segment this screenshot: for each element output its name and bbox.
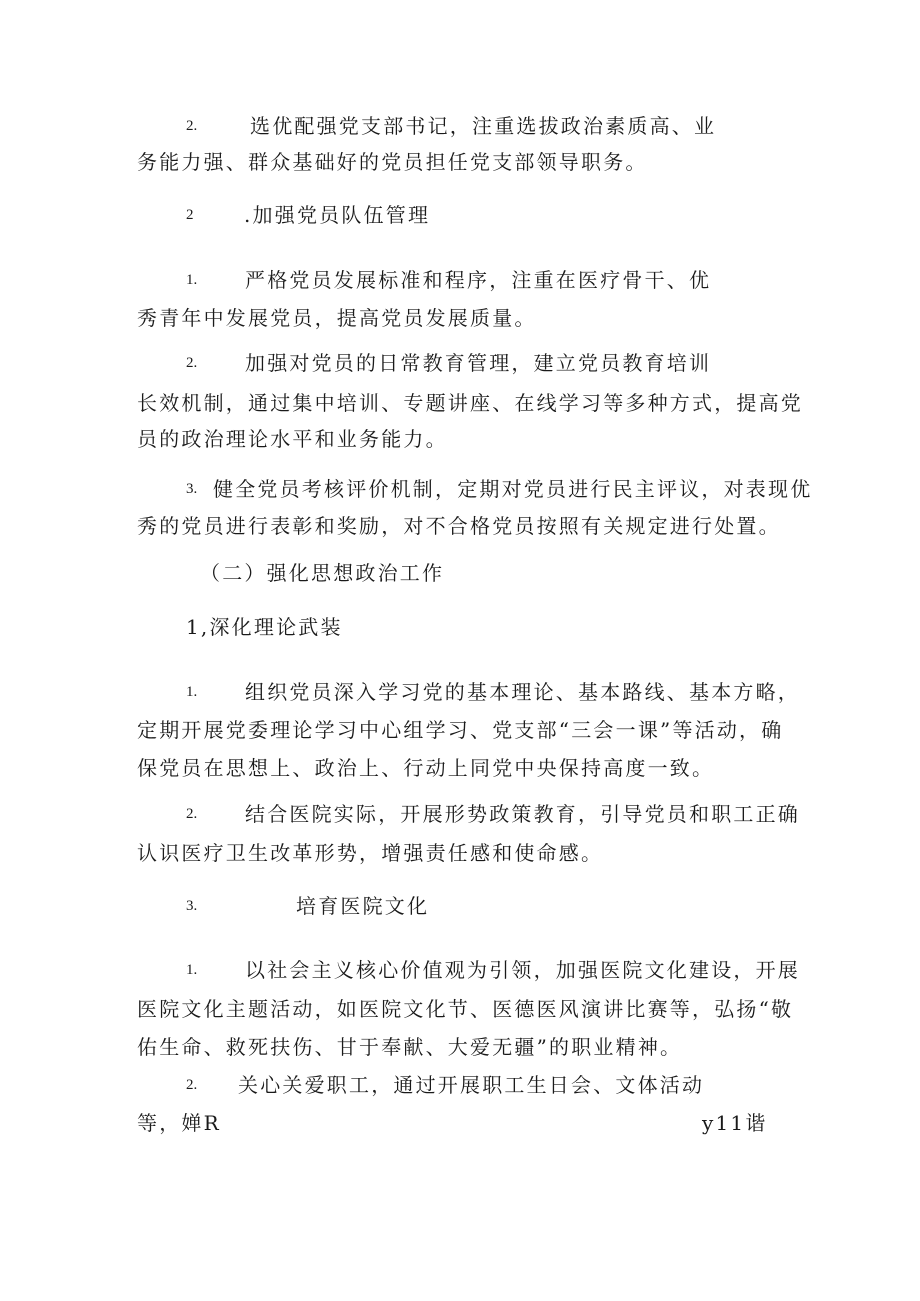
continuation-text: 认识医疗卫生改革形势，增强责任感和使命感。 bbox=[137, 841, 604, 865]
continuation-text: 等，婵R bbox=[137, 1111, 221, 1135]
continuation-text: 员的政治理论水平和业务能力。 bbox=[137, 427, 448, 451]
continuation-text: 秀青年中发展党员，提高党员发展质量。 bbox=[137, 306, 537, 330]
item-text: 结合医院实际，开展形势政策教育，引导党员和职工正确 bbox=[245, 802, 800, 826]
item-number: 1. bbox=[186, 962, 198, 978]
continuation-text: 医院文化主题活动，如医院文化节、医德医风演讲比赛等，弘扬“敬 bbox=[137, 997, 794, 1021]
continuation-text: 务能力强、群众基础好的党员担任党支部领导职务。 bbox=[137, 150, 648, 174]
item-number: 1. bbox=[186, 272, 198, 288]
item-number: 2. bbox=[186, 806, 198, 822]
item-number: 1. bbox=[186, 684, 198, 700]
item-number: 2. bbox=[186, 355, 198, 371]
item-text: 严格党员发展标准和程序，注重在医疗骨干、优 bbox=[245, 268, 712, 292]
item-text: 关心关爱职工，通过开展职工生日会、文体活动 bbox=[238, 1073, 705, 1097]
heading-number: 2 bbox=[186, 207, 194, 223]
continuation-text: 秀的党员进行表彰和奖励，对不合格党员按照有关规定进行处置。 bbox=[137, 514, 781, 538]
item-number: 2. bbox=[186, 1077, 198, 1093]
heading-text: .加强党员队伍管理 bbox=[244, 203, 431, 227]
item-text: 选优配强党支部书记，注重选拔政治素质高、业 bbox=[250, 114, 717, 138]
heading-text: 1,深化理论武装 bbox=[186, 615, 343, 639]
heading-text: （二）强化思想政治工作 bbox=[200, 561, 445, 585]
continuation-text: 保党员在思想上、政治上、行动上同党中央保持高度一致。 bbox=[137, 756, 715, 780]
item-number: 2. bbox=[186, 118, 198, 134]
heading-number: 3. bbox=[186, 898, 198, 914]
item-text: 组织党员深入学习党的基本理论、基本路线、基本方略， bbox=[245, 680, 800, 704]
continuation-text: 定期开展党委理论学习中心组学习、党支部“三会一课”等活动，确 bbox=[137, 718, 784, 742]
continuation-text: 佑生命、救死扶伤、甘于奉献、大爱无疆”的职业精神。 bbox=[137, 1035, 683, 1059]
garbled-text-fragment: y11谐 bbox=[702, 1111, 768, 1135]
item-number: 3. bbox=[186, 481, 198, 497]
item-text: 健全党员考核评价机制，定期对党员进行民主评议，对表现优 bbox=[213, 477, 813, 501]
continuation-text: 长效机制，通过集中培训、专题讲座、在线学习等多种方式，提高党 bbox=[137, 391, 803, 415]
item-text: 以社会主义核心价值观为引领，加强医院文化建设，开展 bbox=[245, 958, 800, 982]
item-text: 加强对党员的日常教育管理，建立党员教育培训 bbox=[245, 351, 712, 375]
heading-text: 培育医院文化 bbox=[296, 894, 430, 918]
